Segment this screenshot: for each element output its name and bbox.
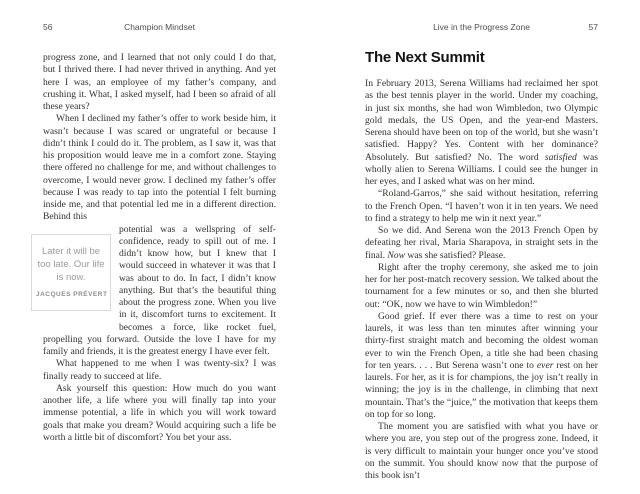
paragraph: Ask yourself this question: How much do you want another life, a life where you will finally tap into your immense potential, a life in which you will work toward goals that make you dream? Would acquiring such a life be worth a little bit of discomfort? You bet your ass. xyxy=(43,382,276,443)
paragraph: So we did. And Serena won the 2013 French Open by defeating her rival, Maria Sharapova, in straight sets in the final. Now was she satisfied? Please. xyxy=(365,225,598,261)
right-page-body xyxy=(365,78,598,482)
paragraph: In February 2013, Serena Williams had reclaimed her spot as the best tennis player in the world. Under my coaching, in just six months, she had won Wimbledon, two Olympic gold medals, the US Open, and the year-end Masters. Serena should have been on top of the world, but she wasn’t satisfied. Happy? Yes. Content with her dominance? Absolutely. But satisfied? No. The word satisfied was wholly alien to Serena Williams. I could see the hunger in her eyes, and I asked what was on her mind. xyxy=(365,78,598,187)
paragraph: progress zone, and I learned that not only could I do that, but I thrived there. I had never thrived in anything. And yet here I was, an employee of my father’s company, and crushing it. What, I asked myself, had I been so afraid of all these years? xyxy=(43,52,276,112)
quote-wrap-section xyxy=(36,223,276,445)
pull-quote-box xyxy=(31,234,111,311)
paragraph: “Roland-Garros,” she said without hesitation, referring to the French Open. “I haven’t won it in ten years. We need to find a strategy to help me win it next year.” xyxy=(365,188,598,224)
pull-quote-attribution: JACQUES PRÉVERT xyxy=(36,290,108,298)
left-paragraphs-before-quote xyxy=(43,52,276,224)
pull-quote-text: Later it will be too late. Our life is now. xyxy=(37,245,105,283)
right-page xyxy=(320,0,640,494)
right-running-head xyxy=(365,22,598,33)
paragraph: When I declined my father’s offer to work beside him, it wasn’t because I was scared or ungrateful or because I didn’t think I could do it. The problem, as I saw it, was that his proposition would leave me in a comfort zone. Staying there offered no challenge for me, and without challenges to overcome, I would never grow. I declined my father’s offer because I was ready to tap into the potential I felt burning inside me, and that potential led me in a different direction. Behind this xyxy=(43,113,276,223)
paragraph: Right after the trophy ceremony, she asked me to join her for her post-match recovery session. We talked about the tournament for a few minutes or so, and then she blurted out: “OK, now we have to win Wimbledon!” xyxy=(365,261,598,310)
paragraph: The moment you are satisfied with what you have or where you are, you step out of the progress zone. Indeed, it is very difficult to maintain your hunger once you’ve stood on the summit. You should know now that the purpose of this book isn’t xyxy=(365,421,598,481)
right-paragraphs xyxy=(365,78,598,482)
left-page-body xyxy=(36,52,276,444)
paragraph: What happened to me when I was twenty-six? I was finally ready to succeed at life. xyxy=(43,358,276,382)
right-page-number: 57 xyxy=(588,22,598,32)
right-running-header-title: Live in the Progress Zone xyxy=(433,22,530,32)
left-running-header-title: Champion Mindset xyxy=(124,22,195,32)
left-running-head xyxy=(43,22,276,33)
paragraph: potential was a wellspring of self-confidence, ready to spill out of me. I didn’t know how, but I knew that I would succeed in whatever it was that I was about to do. In fact, I didn’t know anything. But that’s the beautiful thing about the progress zone. When you live in it, discomfort turns to excitement. It becomes a force, like rocket fuel, propelling you forward. Outside the love I have for my family and friends, it is the greatest energy I have ever felt. xyxy=(43,223,276,357)
left-page-number: 56 xyxy=(43,22,53,32)
section-title: The Next Summit xyxy=(365,49,485,66)
paragraph: Good grief. If ever there was a time to rest on your laurels, it was less than ten minutes after winning your thirty-first straight match and becoming the oldest woman ever to win the French Open, a title she had been chasing for ten years. . . . But Serena wasn’t one to ever rest on her laurels. For her, as it is for champions, the joy isn’t really in winning; the joy is in the challenge, in climbing that next mountain. That’s the “juice,” the motivation that keeps them on top for so long. xyxy=(365,310,598,420)
